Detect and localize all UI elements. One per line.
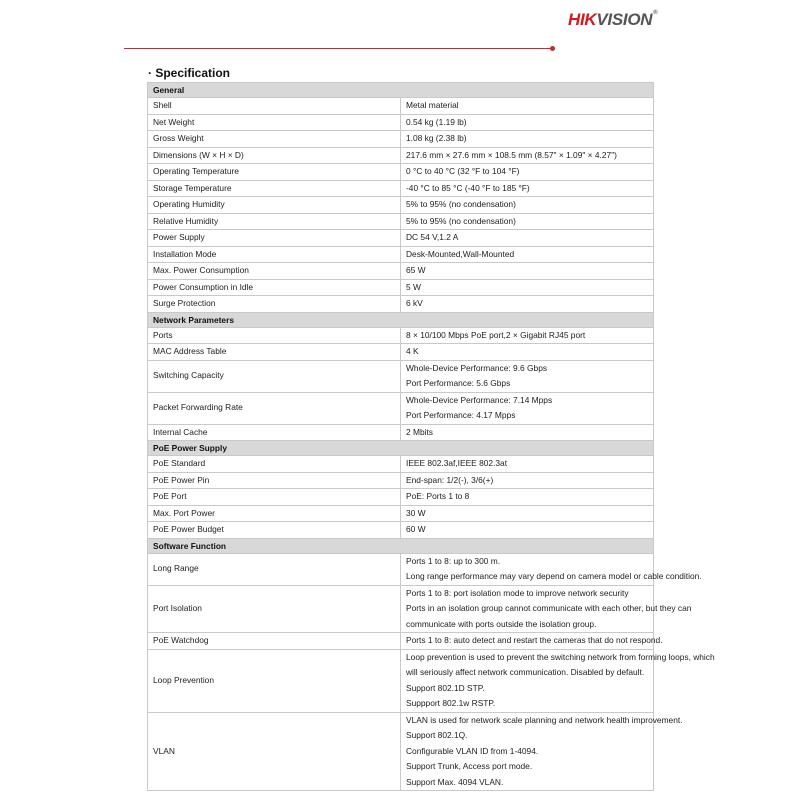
spec-value	[401, 472, 654, 489]
spec-value	[401, 505, 654, 522]
spec-row	[148, 279, 654, 296]
spec-value-line: 4 K	[406, 346, 419, 356]
spec-key: Port Isolation	[148, 585, 401, 633]
spec-row	[148, 131, 654, 148]
spec-key: Storage Temperature	[148, 180, 401, 197]
group-header-row	[148, 312, 654, 327]
spec-value	[401, 147, 654, 164]
spec-row	[148, 649, 654, 712]
spec-key: Ports	[148, 327, 401, 344]
spec-value-line: 6 kV	[406, 298, 423, 308]
spec-key: PoE Power Pin	[148, 472, 401, 489]
spec-key: PoE Watchdog	[148, 633, 401, 650]
spec-key: Packet Forwarding Rate	[148, 392, 401, 424]
spec-row	[148, 246, 654, 263]
spec-value-line: Port Performance: 4.17 Mpps	[406, 410, 516, 420]
spec-key: Switching Capacity	[148, 360, 401, 392]
spec-row	[148, 197, 654, 214]
spec-row	[148, 505, 654, 522]
spec-value-line: 30 W	[406, 507, 426, 518]
spec-row	[148, 180, 654, 197]
spec-value	[401, 98, 654, 115]
spec-value	[401, 131, 654, 148]
spec-value-line: 5% to 95% (no condensation)	[406, 215, 516, 226]
spec-key: PoE Power Budget	[148, 522, 401, 539]
spec-value	[401, 230, 654, 247]
spec-value	[401, 344, 654, 361]
spec-row	[148, 522, 654, 539]
spec-row	[148, 489, 654, 506]
spec-value	[401, 553, 702, 585]
spec-value	[401, 456, 654, 473]
spec-row	[148, 392, 654, 424]
spec-value-line: Metal material	[406, 100, 459, 110]
spec-value-line: will seriously affect network communication. Disabled by default.	[406, 667, 645, 677]
spec-value	[401, 246, 654, 263]
spec-value-line: Long range performance may vary depend on camera model or cable condition.	[406, 571, 702, 581]
spec-value	[401, 392, 654, 424]
spec-value-line: 217.6 mm × 27.6 mm × 108.5 mm (8.57" × 1.09" × 4.27")	[406, 149, 617, 160]
spec-value	[401, 296, 654, 313]
spec-row	[148, 114, 654, 131]
spec-value	[401, 522, 654, 539]
spec-value-line: 0 °C to 40 °C (32 °F to 104 °F)	[406, 166, 520, 176]
spec-value	[401, 164, 654, 181]
spec-value-line: 0.54 kg (1.19 lb)	[406, 116, 467, 127]
spec-value	[401, 279, 654, 296]
spec-key: PoE Port	[148, 489, 401, 506]
group-header-row	[148, 538, 654, 553]
spec-row	[148, 360, 654, 392]
spec-key: Net Weight	[148, 114, 401, 131]
spec-value	[401, 360, 654, 392]
spec-row	[148, 230, 654, 247]
spec-row	[148, 263, 654, 280]
spec-key: Internal Cache	[148, 424, 401, 441]
spec-value-line: VLAN is used for network scale planning and network health improvement.	[406, 714, 683, 725]
spec-value	[401, 197, 654, 214]
spec-row	[148, 424, 654, 441]
group-title: Network Parameters	[148, 312, 654, 327]
spec-row	[148, 712, 654, 791]
spec-row	[148, 456, 654, 473]
group-title: PoE Power Supply	[148, 441, 654, 456]
spec-key: Installation Mode	[148, 246, 401, 263]
spec-value	[401, 712, 683, 791]
spec-value-line: Configurable VLAN ID from 1-4094.	[406, 745, 539, 756]
spec-value-line: End-span: 1/2(-), 3/6(+)	[406, 474, 494, 485]
spec-value-line: 5 W	[406, 281, 421, 292]
spec-key: Power Consumption in Idle	[148, 279, 401, 296]
spec-value-line: 5% to 95% (no condensation)	[406, 199, 516, 209]
group-header-row	[148, 83, 654, 98]
spec-key: Relative Humidity	[148, 213, 401, 230]
spec-value	[401, 213, 654, 230]
spec-value	[401, 585, 692, 633]
spec-row	[148, 472, 654, 489]
spec-row	[148, 296, 654, 313]
spec-value-line: communicate with ports outside the isolation group.	[406, 618, 597, 629]
spec-row	[148, 344, 654, 361]
spec-key: Shell	[148, 98, 401, 115]
spec-key: Loop Prevention	[148, 649, 401, 712]
spec-value-line: Ports in an isolation group cannot communicate with each other, but they can	[406, 603, 692, 613]
spec-row	[148, 585, 654, 633]
group-title: General	[148, 83, 654, 98]
spec-value-line: Support Trunk, Access port mode.	[406, 761, 533, 771]
spec-value-line: 65 W	[406, 265, 426, 275]
spec-row	[148, 633, 654, 650]
spec-value	[401, 114, 654, 131]
spec-value-line: Support 802.1Q.	[406, 730, 468, 740]
spec-value	[401, 649, 715, 712]
spec-key: MAC Address Table	[148, 344, 401, 361]
spec-table	[147, 82, 715, 791]
logo-registered-mark: ®	[653, 10, 658, 16]
section-title: · Specification	[148, 66, 231, 80]
spec-value-line: 8 × 10/100 Mbps PoE port,2 × Gigabit RJ45 port	[406, 329, 586, 340]
spec-key: VLAN	[148, 712, 401, 791]
spec-value-line: Whole-Device Performance: 9.6 Gbps	[406, 362, 548, 373]
spec-value-line: Suppport 802.1w RSTP.	[406, 698, 496, 708]
spec-key: Gross Weight	[148, 131, 401, 148]
spec-row	[148, 213, 654, 230]
spec-value-line: IEEE 802.3af,IEEE 802.3at	[406, 458, 508, 468]
spec-value-line: DC 54 V,1.2 A	[406, 232, 459, 242]
spec-value-line: PoE: Ports 1 to 8	[406, 491, 470, 501]
header-rule-dot	[550, 46, 555, 51]
spec-row	[148, 98, 654, 115]
group-title: Software Function	[148, 538, 654, 553]
spec-value-line: Whole-Device Performance: 7.14 Mpps	[406, 394, 553, 405]
spec-key: PoE Standard	[148, 456, 401, 473]
spec-row	[148, 327, 654, 344]
spec-value-line: Support Max. 4094 VLAN.	[406, 776, 504, 787]
spec-key: Long Range	[148, 553, 401, 585]
spec-key: Max. Port Power	[148, 505, 401, 522]
spec-value	[401, 327, 654, 344]
spec-row	[148, 147, 654, 164]
logo-part2: VISION	[596, 10, 653, 29]
spec-value	[401, 180, 654, 197]
spec-key: Max. Power Consumption	[148, 263, 401, 280]
spec-value-line: 2 Mbits	[406, 426, 433, 437]
spec-key: Surge Protection	[148, 296, 401, 313]
spec-key: Dimensions (W × H × D)	[148, 147, 401, 164]
spec-value-line: Ports 1 to 8: auto detect and restart the cameras that do not respond.	[406, 635, 663, 645]
spec-value-line: Desk-Mounted,Wall-Mounted	[406, 248, 515, 259]
spec-value	[401, 633, 663, 650]
spec-value	[401, 489, 654, 506]
spec-value-line: Ports 1 to 8: port isolation mode to improve network security	[406, 587, 629, 598]
spec-value-line: 60 W	[406, 524, 426, 534]
spec-value-line: Support 802.1D STP.	[406, 682, 485, 693]
logo-part1: HIK	[568, 10, 597, 29]
spec-key: Operating Humidity	[148, 197, 401, 214]
spec-value	[401, 263, 654, 280]
spec-value-line: Ports 1 to 8: up to 300 m.	[406, 555, 501, 566]
spec-value	[401, 424, 654, 441]
group-header-row	[148, 441, 654, 456]
spec-key: Power Supply	[148, 230, 401, 247]
spec-value-line: 1.08 kg (2.38 lb)	[406, 133, 467, 143]
spec-key: Operating Temperature	[148, 164, 401, 181]
spec-value-line: Loop prevention is used to prevent the switching network from forming loops, which	[406, 651, 715, 662]
spec-value-line: -40 °C to 85 °C (-40 °F to 185 °F)	[406, 182, 530, 193]
header-rule	[124, 48, 550, 49]
hikvision-logo	[568, 10, 657, 30]
spec-value-line: Port Performance: 5.6 Gbps	[406, 378, 511, 388]
spec-row	[148, 553, 654, 585]
spec-row	[148, 164, 654, 181]
